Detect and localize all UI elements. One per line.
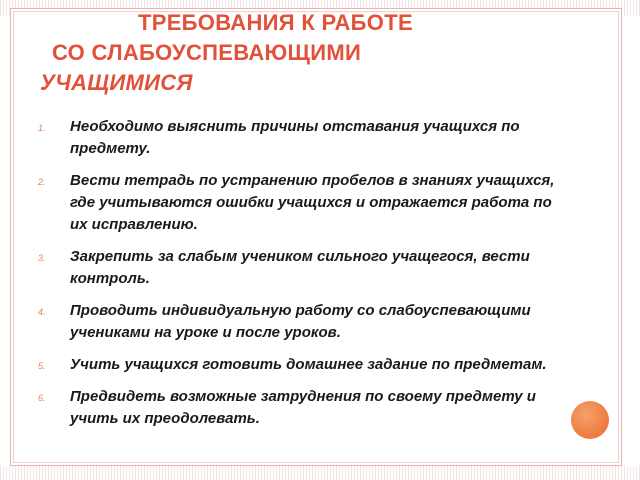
list-item-number: 6. — [38, 393, 46, 403]
list-item-number: 2. — [38, 177, 46, 187]
list-item-text: Проводить индивидуальную работу со слабоуспевающими учениками на уроке и после уроков. — [70, 302, 531, 341]
bottom-decorative-stripes — [0, 466, 640, 480]
list-item-number: 3. — [38, 253, 46, 263]
list-item — [38, 386, 558, 430]
list-item-text: Учить учащихся готовить домашнее задание по предметам. — [70, 356, 547, 373]
list-item-number: 4. — [38, 307, 46, 317]
title-line-3: УЧАЩИМИСЯ — [40, 70, 193, 95]
list-item-text: Предвидеть возможные затруднения по своему предмету и учить их преодолевать. — [70, 388, 536, 427]
list-item — [38, 170, 558, 236]
list-item-text: Закрепить за слабым учеником сильного учащегося, вести контроль. — [70, 248, 530, 287]
list-item-text: Необходимо выяснить причины отставания учащихся по предмету. — [70, 118, 520, 157]
list-item-text: Вести тетрадь по устранению пробелов в знаниях учащихся, где учитываются ошибки учащихся и отражается работа по их исправлению. — [70, 172, 555, 233]
list-item — [38, 300, 558, 344]
list-item — [38, 246, 558, 290]
title-line-2: СО СЛАБОУСПЕВАЮЩИМИ — [52, 40, 362, 65]
requirements-list — [38, 116, 558, 440]
list-item-number: 1. — [38, 123, 46, 133]
list-item-number: 5. — [38, 361, 46, 371]
title-line-1: ТРЕБОВАНИЯ К РАБОТЕ — [138, 10, 413, 35]
list-item — [38, 354, 558, 376]
list-item — [38, 116, 558, 160]
orange-circle-decoration — [571, 401, 609, 439]
